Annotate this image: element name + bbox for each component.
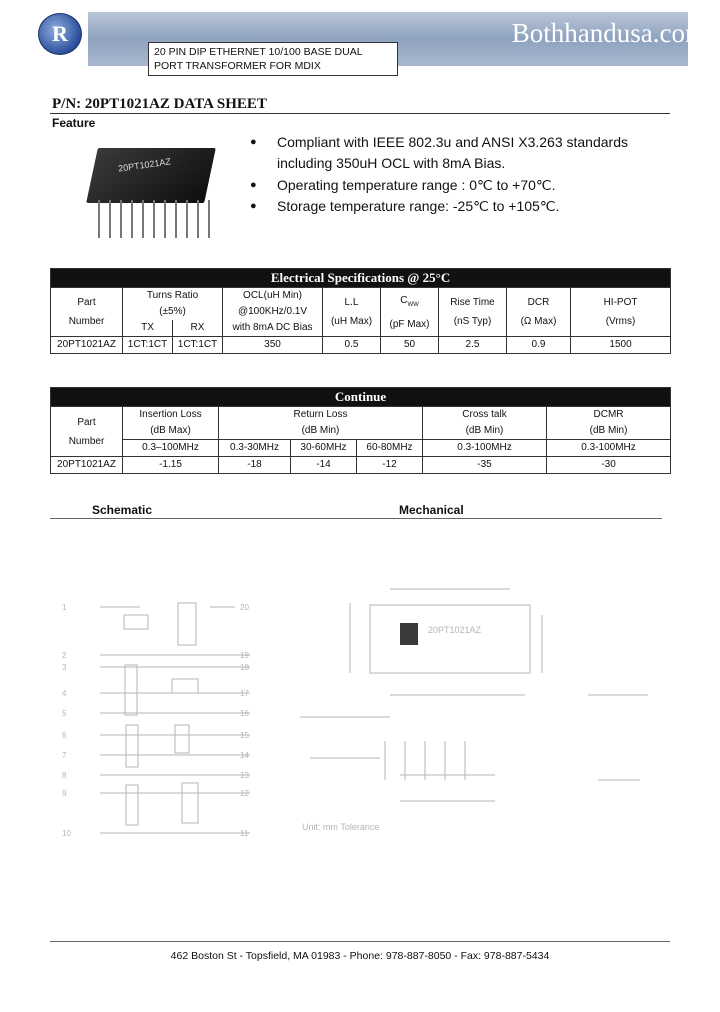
continue-heading: Continue bbox=[51, 388, 671, 407]
schematic-diagram bbox=[60, 595, 270, 845]
svg-text:10: 10 bbox=[62, 829, 71, 838]
svg-text:17: 17 bbox=[240, 689, 249, 698]
col-turns: Turns Ratio bbox=[123, 288, 223, 305]
col-ocl: OCL(uH Min) bbox=[223, 288, 323, 305]
col-ll: L.L (uH Max) bbox=[323, 288, 381, 337]
col-rise: Rise Time (nS Typ) bbox=[439, 288, 507, 337]
col-cross-talk: Cross talk bbox=[423, 407, 547, 424]
logo-letter: R bbox=[52, 21, 68, 46]
ocl-bias: with 8mA DC Bias bbox=[223, 320, 323, 337]
section-rule bbox=[50, 518, 662, 519]
chip-pins bbox=[98, 200, 210, 238]
svg-text:19: 19 bbox=[240, 651, 249, 660]
footer-rule bbox=[50, 941, 670, 942]
feature-heading: Feature bbox=[52, 116, 96, 130]
col-dcmr: DCMR bbox=[547, 407, 671, 424]
svg-text:8: 8 bbox=[62, 771, 67, 780]
site-name[interactable]: Bothhandusa.com bbox=[511, 18, 706, 48]
mechanical-diagram bbox=[280, 575, 680, 865]
electrical-heading: Electrical Specifications @ 25°C bbox=[51, 269, 671, 288]
col-insertion-loss: Insertion Loss bbox=[123, 407, 219, 424]
svg-text:20: 20 bbox=[240, 603, 249, 612]
svg-text:14: 14 bbox=[240, 751, 249, 760]
svg-text:5: 5 bbox=[62, 709, 67, 718]
feature-item: ● Storage temperature range: -25℃ to +105℃. bbox=[250, 196, 680, 217]
svg-text:9: 9 bbox=[62, 789, 67, 798]
mechanical-heading: Mechanical bbox=[399, 503, 464, 517]
company-logo bbox=[38, 13, 82, 55]
turns-tolerance: (±5%) bbox=[123, 304, 223, 320]
mech-unit-note: Unit: mm Tolerance bbox=[302, 822, 380, 832]
col-hipot: HI-POT (Vrms) bbox=[571, 288, 671, 337]
svg-text:1: 1 bbox=[62, 603, 67, 612]
feature-item: ● Compliant with IEEE 802.3u and ANSI X3.263 standards including 350uH OCL with 8mA Bias. bbox=[250, 132, 680, 174]
col-cww: $C_{WW}$ (pF Max) bbox=[381, 288, 439, 337]
table-row: 20PT1021AZ 1CT:1CT 1CT:1CT 350 0.5 50 2.5 0.9 1500 bbox=[51, 337, 671, 354]
svg-text:7: 7 bbox=[62, 751, 67, 760]
svg-text:13: 13 bbox=[240, 771, 249, 780]
title-rule bbox=[50, 113, 670, 114]
col-part: Part Number bbox=[51, 288, 123, 337]
table-row: 20PT1021AZ -1.15 -18 -14 -12 -35 -30 bbox=[51, 457, 671, 474]
col-tx: TX bbox=[123, 320, 173, 337]
svg-text:4: 4 bbox=[62, 689, 67, 698]
col-dcr: DCR (Ω Max) bbox=[507, 288, 571, 337]
ocl-condition: @100KHz/0.1V bbox=[223, 304, 323, 320]
svg-text:15: 15 bbox=[240, 731, 249, 740]
svg-text:2: 2 bbox=[62, 651, 67, 660]
col-return-loss: Return Loss bbox=[219, 407, 423, 424]
svg-text:11: 11 bbox=[240, 829, 249, 838]
svg-text:6: 6 bbox=[62, 731, 67, 740]
svg-text:12: 12 bbox=[240, 789, 249, 798]
svg-text:3: 3 bbox=[62, 663, 67, 672]
feature-item: ● Operating temperature range : 0℃ to +70℃. bbox=[250, 175, 680, 196]
product-image bbox=[86, 148, 216, 203]
subtitle-line-2: PORT TRANSFORMER FOR MDIX bbox=[154, 60, 321, 72]
subtitle-line-1: 20 PIN DIP ETHERNET 10/100 BASE DUAL bbox=[154, 46, 363, 58]
schematic-heading: Schematic bbox=[92, 503, 153, 517]
col-part: Part Number bbox=[51, 407, 123, 457]
svg-text:16: 16 bbox=[240, 709, 249, 718]
mech-logo-mark bbox=[400, 623, 418, 645]
product-subtitle bbox=[148, 42, 398, 76]
footer-address: 462 Boston St - Topsfield, MA 01983 - Phone: 978-887-8050 - Fax: 978-887-5434 bbox=[170, 950, 550, 962]
col-rx: RX bbox=[173, 320, 223, 337]
svg-text:18: 18 bbox=[240, 663, 249, 672]
chip-label: 20PT1021AZ bbox=[117, 156, 172, 174]
feature-list bbox=[250, 132, 680, 217]
frequency-row: 0.3–100MHz 0.3-30MHz 30-60MHz 60-80MHz 0.3-100MHz 0.3-100MHz bbox=[51, 440, 671, 457]
continue-spec-table: Continue Part Number Insertion Loss Return Loss Cross talk DCMR (dB Max) (dB Min) (dB Min) (dB Min) 0.3–100MHz 0.3-30MHz 30-60MHz 60-80MHz 0.3-100MHz 0.3-100MHz 20PT1021AZ -1.15 -18 -14 -12 -35 -30 bbox=[50, 387, 671, 474]
page-title: P/N: 20PT1021AZ DATA SHEET bbox=[52, 96, 267, 112]
mech-part-label: 20PT1021AZ bbox=[428, 625, 482, 635]
electrical-spec-table bbox=[50, 268, 671, 354]
